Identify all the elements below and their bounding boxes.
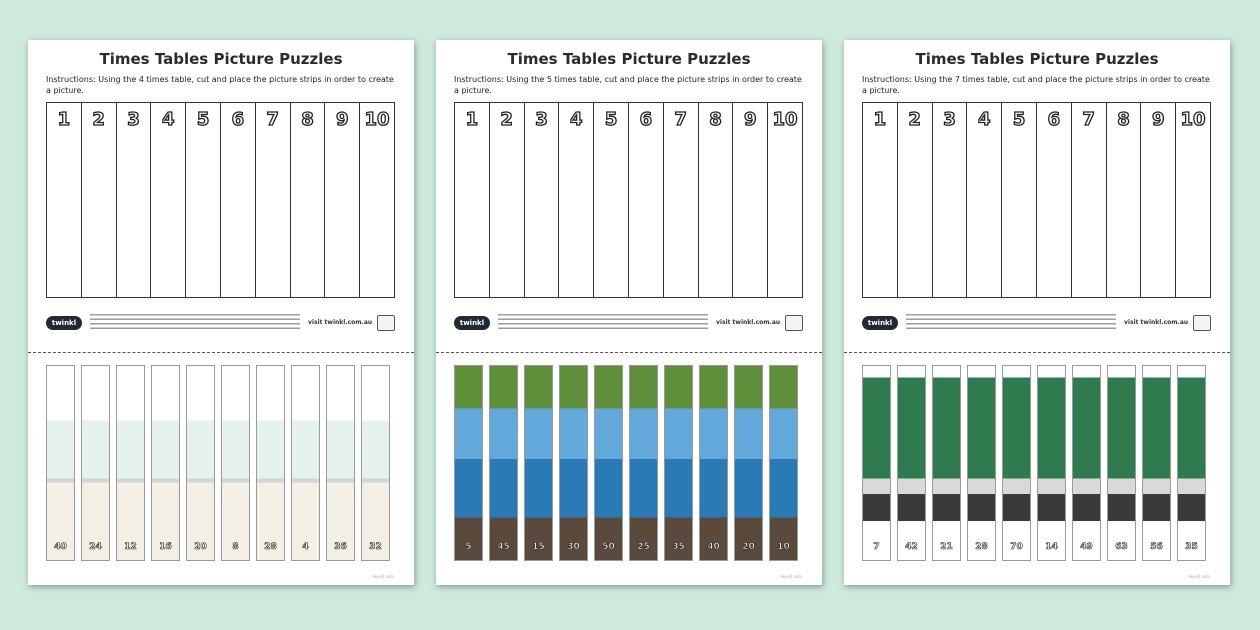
grid-cell-number: 7 [266, 109, 279, 130]
grid-cell-3 [525, 103, 560, 297]
strip-number: 10 [777, 542, 790, 552]
picture-strip[interactable] [769, 365, 798, 561]
answer-grid [454, 102, 803, 298]
picture-strip[interactable] [629, 365, 658, 561]
picture-strip[interactable] [699, 365, 728, 561]
picture-strip[interactable] [81, 365, 110, 561]
strip-number: 14 [1045, 542, 1058, 552]
worksheet-2[interactable] [436, 40, 822, 585]
picture-strip[interactable] [594, 365, 623, 561]
grid-cell-number: 2 [92, 109, 105, 130]
grid-cell-number: 5 [1012, 109, 1026, 130]
grid-cell-number: 6 [231, 109, 245, 130]
strip-number: 12 [124, 542, 137, 552]
grid-cell-6 [1037, 103, 1072, 297]
grid-cell-9 [1141, 103, 1176, 297]
grid-cell-number: 8 [709, 109, 722, 130]
twinkl-logo: twinkl [454, 316, 490, 330]
grid-cell-number: 8 [1117, 109, 1130, 130]
grid-cell-1 [863, 103, 898, 297]
picture-strip[interactable] [1002, 365, 1031, 561]
grid-cell-number: 9 [1152, 109, 1165, 130]
cut-line [436, 352, 822, 353]
grid-cell-4 [559, 103, 594, 297]
worksheet-1[interactable] [28, 40, 414, 585]
grid-cell-10 [768, 103, 802, 297]
grid-cell-7 [1072, 103, 1107, 297]
strip-number: 24 [89, 542, 102, 552]
strip-number: 30 [567, 542, 580, 552]
grid-cell-number: 6 [1047, 109, 1061, 130]
grid-cell-number: 10 [772, 109, 798, 130]
quality-badge-icon [1193, 315, 1211, 331]
fine-print [90, 314, 300, 332]
strip-number: 36 [334, 542, 347, 552]
grid-cell-8 [291, 103, 326, 297]
picture-strip[interactable] [1072, 365, 1101, 561]
cut-line [844, 352, 1230, 353]
grid-cell-number: 4 [978, 109, 991, 130]
picture-strip[interactable] [1107, 365, 1136, 561]
strip-number: 5 [465, 542, 472, 552]
grid-cell-3 [117, 103, 152, 297]
fine-print [906, 314, 1116, 332]
fine-print [498, 314, 708, 332]
grid-cell-number: 2 [500, 109, 513, 130]
quality-badge-icon [785, 315, 803, 331]
picture-strip[interactable] [326, 365, 355, 561]
picture-strip[interactable] [454, 365, 483, 561]
cut-line [28, 352, 414, 353]
strip-number: 45 [497, 542, 510, 552]
grid-cell-7 [256, 103, 291, 297]
picture-strip[interactable] [46, 365, 75, 561]
worksheet-instructions: Instructions: Using the 7 times table, cut and place the picture strips in order to create a picture. [862, 75, 1210, 95]
picture-strip[interactable] [1037, 365, 1066, 561]
strip-number: 8 [232, 542, 239, 552]
grid-cell-4 [151, 103, 186, 297]
grid-cell-number: 3 [943, 109, 956, 130]
grid-cell-number: 8 [301, 109, 314, 130]
grid-cell-9 [325, 103, 360, 297]
strip-number: 50 [602, 542, 615, 552]
grid-cell-5 [594, 103, 629, 297]
grid-cell-number: 5 [604, 109, 618, 130]
page-footer [1188, 574, 1210, 579]
grid-cell-1 [455, 103, 490, 297]
strip-number: 70 [1010, 542, 1023, 552]
grid-cell-6 [629, 103, 664, 297]
picture-strip[interactable] [734, 365, 763, 561]
picture-strip[interactable] [186, 365, 215, 561]
grid-cell-number: 9 [744, 109, 757, 130]
answer-grid [862, 102, 1211, 298]
quality-badge-icon [377, 315, 395, 331]
worksheet-footer [862, 313, 1211, 335]
strip-number: 42 [905, 542, 918, 552]
grid-cell-number: 4 [162, 109, 175, 130]
grid-cell-3 [933, 103, 968, 297]
page-footer [372, 574, 394, 579]
grid-cell-number: 10 [1180, 109, 1206, 130]
worksheet-title: Times Tables Picture Puzzles [915, 50, 1159, 68]
grid-cell-10 [1176, 103, 1210, 297]
grid-cell-number: 1 [465, 109, 479, 130]
picture-strips [46, 365, 396, 563]
picture-strip[interactable] [967, 365, 996, 561]
picture-strip[interactable] [932, 365, 961, 561]
strip-number: 20 [742, 542, 755, 552]
strip-number: 40 [707, 542, 720, 552]
grid-cell-9 [733, 103, 768, 297]
visit-link[interactable]: visit twinkl.com.au [716, 319, 781, 326]
grid-cell-number: 5 [196, 109, 210, 130]
worksheet-footer [454, 313, 803, 335]
grid-cell-7 [664, 103, 699, 297]
grid-cell-number: 3 [127, 109, 140, 130]
grid-cell-8 [1107, 103, 1142, 297]
picture-strip[interactable] [291, 365, 320, 561]
picture-strip[interactable] [897, 365, 926, 561]
grid-cell-number: 10 [364, 109, 390, 130]
picture-strip[interactable] [361, 365, 390, 561]
picture-strip[interactable] [151, 365, 180, 561]
strip-number: 56 [1150, 542, 1163, 552]
page-footer [780, 574, 802, 579]
grid-cell-2 [490, 103, 525, 297]
worksheet-title: Times Tables Picture Puzzles [507, 50, 751, 68]
picture-strip[interactable] [256, 365, 285, 561]
worksheet-3[interactable] [844, 40, 1230, 585]
worksheet-title: Times Tables Picture Puzzles [99, 50, 343, 68]
visit-link[interactable]: visit twinkl.com.au [1124, 319, 1189, 326]
picture-strips [862, 365, 1212, 563]
picture-strip[interactable] [116, 365, 145, 561]
strip-number: 16 [159, 542, 172, 552]
strip-number: 15 [532, 542, 545, 552]
grid-cell-number: 3 [535, 109, 548, 130]
picture-strip[interactable] [524, 365, 553, 561]
grid-cell-number: 7 [1082, 109, 1095, 130]
picture-strip[interactable] [221, 365, 250, 561]
grid-cell-number: 2 [908, 109, 921, 130]
grid-cell-1 [47, 103, 82, 297]
grid-cell-5 [186, 103, 221, 297]
strip-number: 25 [637, 542, 650, 552]
strip-number: 20 [194, 542, 207, 552]
worksheet-instructions: Instructions: Using the 4 times table, cut and place the picture strips in order to create a picture. [46, 75, 394, 95]
grid-cell-number: 1 [873, 109, 887, 130]
picture-strip[interactable] [1177, 365, 1206, 561]
strip-number: 28 [264, 542, 277, 552]
strip-number: 28 [975, 542, 988, 552]
grid-cell-10 [360, 103, 394, 297]
strip-number: 21 [940, 542, 953, 552]
grid-cell-number: 1 [57, 109, 71, 130]
grid-cell-number: 9 [336, 109, 349, 130]
strip-number: 40 [54, 542, 67, 552]
twinkl-logo: twinkl [862, 316, 898, 330]
grid-cell-number: 7 [674, 109, 687, 130]
worksheet-instructions: Instructions: Using the 5 times table, cut and place the picture strips in order to create a picture. [454, 75, 802, 95]
grid-cell-number: 6 [639, 109, 653, 130]
grid-cell-4 [967, 103, 1002, 297]
strip-number: 4 [302, 542, 309, 552]
grid-cell-2 [82, 103, 117, 297]
grid-cell-number: 4 [570, 109, 583, 130]
grid-cell-5 [1002, 103, 1037, 297]
strip-number: 35 [672, 542, 685, 552]
picture-strip[interactable] [664, 365, 693, 561]
strip-number: 7 [873, 542, 880, 552]
picture-strip[interactable] [1142, 365, 1171, 561]
picture-strip[interactable] [862, 365, 891, 561]
grid-cell-2 [898, 103, 933, 297]
strip-number: 32 [369, 542, 382, 552]
answer-grid [46, 102, 395, 298]
picture-strips [454, 365, 804, 563]
twinkl-logo: twinkl [46, 316, 82, 330]
grid-cell-6 [221, 103, 256, 297]
strip-number: 35 [1185, 542, 1198, 552]
visit-link[interactable]: visit twinkl.com.au [308, 319, 373, 326]
grid-cell-8 [699, 103, 734, 297]
worksheet-footer [46, 313, 395, 335]
picture-strip[interactable] [489, 365, 518, 561]
strip-number: 63 [1115, 542, 1128, 552]
picture-strip[interactable] [559, 365, 588, 561]
strip-number: 49 [1080, 542, 1093, 552]
